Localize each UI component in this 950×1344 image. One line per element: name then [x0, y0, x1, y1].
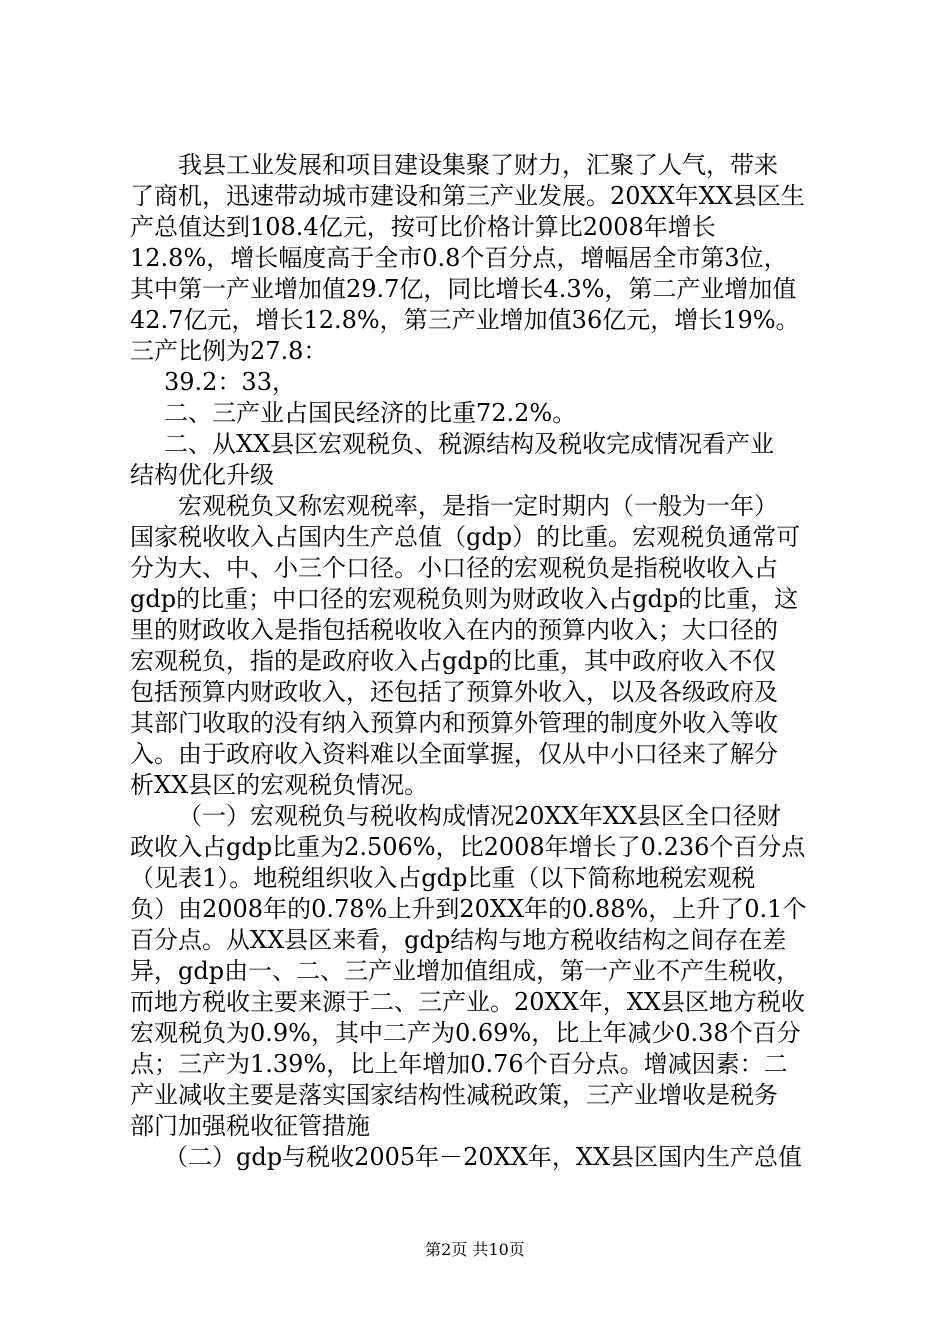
text-line: 产总值达到108.4亿元，按可比价格计算比2008年增长 — [130, 213, 716, 241]
text-line: 国家税收收入占国内生产总值（gdp）的比重。宏观税负通常可 — [130, 523, 801, 551]
text-line: 政收入占gdp比重为2.506%，比2008年增长了0.236个百分点 — [130, 833, 806, 861]
text-line: 二、三产业占国民经济的比重72.2%。 — [164, 399, 577, 427]
text-line: 异，gdp由一、二、三产业增加值组成，第一产业不产生税收， — [130, 957, 801, 985]
text-line: 三产比例为27.8： — [130, 337, 328, 365]
text-line: 百分点。从XX县区来看，gdp结构与地方税收结构之间存在差 — [130, 926, 787, 954]
text-line: 部门加强税收征管措施 — [130, 1112, 370, 1140]
text-line: 里的财政收入是指包括税收收入在内的预算内收入；大口径的 — [130, 616, 778, 644]
text-line: 了商机，迅速带动城市建设和第三产业发展。20XX年XX县区生 — [130, 182, 805, 210]
document-body — [130, 150, 840, 1173]
page-number: 第2页 共10页 — [425, 1240, 525, 1259]
section-heading: 结构优化升级 — [130, 461, 274, 489]
text-line: 42.7亿元，增长12.8%，第三产业增加值36亿元，增长19%。 — [130, 306, 800, 334]
text-line: 产业减收主要是落实国家结构性减税政策，三产业增收是税务 — [130, 1081, 778, 1109]
text-line: 39.2：33， — [164, 368, 296, 396]
text-line: gdp的比重；中口径的宏观税负则为财政收入占gdp的比重，这 — [130, 585, 799, 613]
text-line: 12.8%，增长幅度高于全市0.8个百分点，增幅居全市第3位， — [130, 244, 788, 272]
text-line: 入。由于政府收入资料难以全面掌握，仅从中小口径来了解分 — [130, 740, 778, 768]
section-heading: 二、从XX县区宏观税负、税源结构及税收完成情况看产业 — [164, 430, 775, 458]
text-line: 析XX县区的宏观税负情况。 — [130, 771, 429, 799]
text-line: 负）由2008年的0.78%上升到20XX年的0.88%，上升了0.1个 — [130, 895, 807, 923]
text-line: 我县工业发展和项目建设集聚了财力，汇聚了人气，带来 — [178, 151, 778, 179]
text-line: （二）gdp与税收2005年－20XX年，XX县区国内生产总值 — [164, 1143, 803, 1171]
text-line: 分为大、中、小三个口径。小口径的宏观税负是指税收收入占 — [130, 554, 778, 582]
text-line: 其部门收取的没有纳入预算内和预算外管理的制度外收入等收 — [130, 709, 778, 737]
page-footer — [0, 1238, 950, 1262]
text-line: 宏观税负，指的是政府收入占gdp的比重，其中政府收入不仅 — [130, 647, 777, 675]
text-line: （见表1）。地税组织收入占gdp比重（以下简称地税宏观税 — [130, 864, 756, 892]
text-line: 包括预算内财政收入，还包括了预算外收入，以及各级政府及 — [130, 678, 778, 706]
text-line: 点；三产为1.39%，比上年增加0.76个百分点。增减因素：二 — [130, 1050, 788, 1078]
text-line: 其中第一产业增加值29.7亿，同比增长4.3%，第二产业增加值 — [130, 275, 797, 303]
text-line: 宏观税负为0.9%，其中二产为0.69%，比上年减少0.38个百分 — [130, 1019, 801, 1047]
text-line: 而地方税收主要来源于二、三产业。20XX年，XX县区地方税收 — [130, 988, 805, 1016]
text-line: 宏观税负又称宏观税率，是指一定时期内（一般为一年） — [178, 492, 778, 520]
text-line: （一）宏观税负与税收构成情况20XX年XX县区全口径财 — [178, 802, 781, 830]
